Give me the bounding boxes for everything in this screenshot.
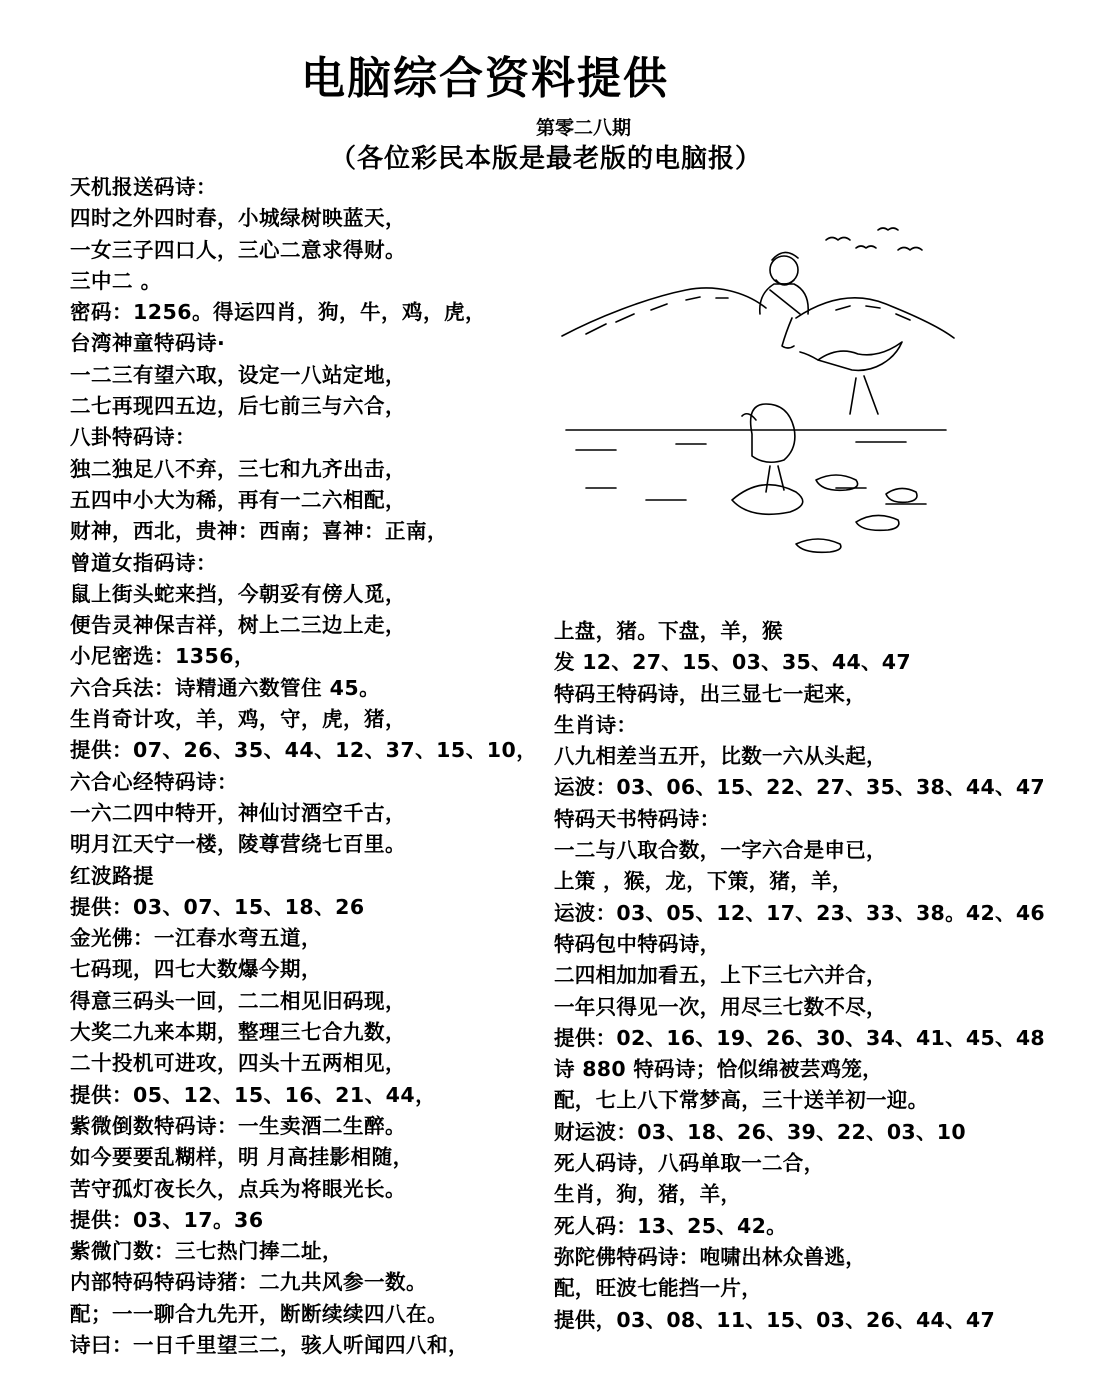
text-line: 配，七上八下常梦高，三十送羊初一迎。 <box>554 1088 929 1113</box>
right-column <box>554 616 1045 1336</box>
text-line: 八九相差当五开，比数一六从头起， <box>554 744 887 769</box>
text-line: 诗曰：一日千里望三二，骇人听闻四八和， <box>70 1332 469 1357</box>
text-line: 生肖，狗，猪，羊， <box>554 1182 742 1207</box>
text-line: 五四中小大为稀，再有一二六相配， <box>70 487 406 512</box>
text-line: 运波：03、05、12、17、23、33、38。42、46 <box>554 900 1045 925</box>
text-line: 生肖诗： <box>554 712 638 737</box>
crane-illustration <box>556 218 956 558</box>
text-line: 提供：03、07、15、18、26 <box>70 894 365 919</box>
text-line: 内部特码特码诗猪：二九共风参一数。 <box>70 1270 427 1295</box>
text-line: 大奖二九来本期，整理三七合九数， <box>70 1020 406 1045</box>
text-line: 上盘，猪。下盘，羊，猴 <box>554 619 783 643</box>
text-line: 特码王特码诗，出三显七一起来， <box>554 681 866 706</box>
text-line: 一年只得见一次，用尽三七数不尽， <box>554 994 887 1019</box>
text-line: 密码：1256。得运四肖，狗，牛，鸡，虎， <box>70 300 487 325</box>
text-line: 死人码诗，八码单取一二合， <box>554 1151 825 1176</box>
text-line: 得意三码头一回，二二相见旧码现， <box>70 988 406 1013</box>
text-line: 小尼密选：1356， <box>70 644 256 669</box>
issue-number: 第零二八期 <box>536 117 632 139</box>
text-line: 紫微门数：三七热门捧二址， <box>70 1239 343 1264</box>
text-line: 运波：03、06、15、22、27、35、38、44、47 <box>554 775 1045 800</box>
left-column <box>70 172 538 1361</box>
text-line: 提供，03、08、11、15、03、26、44、47 <box>554 1307 996 1332</box>
text-line: 上策 ，猴，龙，下策，猪，羊， <box>554 869 853 894</box>
text-line: 财运波：03、18、26、39、22、03、10 <box>554 1119 966 1144</box>
text-line: 生肖奇计攻，羊，鸡，守，虎，猪， <box>70 707 406 732</box>
text-line: 红波路提 <box>70 863 154 888</box>
text-line: 六合兵法：诗精通六数管住 45。 <box>70 675 381 700</box>
text-line: 鼠上街头蛇来挡，今朝妥有傍人觅， <box>70 581 406 606</box>
text-line: 配；一一聊合九先开，断断续续四八在。 <box>70 1301 448 1326</box>
text-line: 便告灵神保吉祥，树上二三边上走， <box>70 613 406 638</box>
text-line: 诗 880 特码诗；恰似绵被芸鸡笼， <box>554 1057 883 1082</box>
text-line: 明月江天宁一楼，陵尊营绕七百里。 <box>70 832 406 857</box>
text-line: 一二与八取合数，一字六合是申已， <box>554 838 887 863</box>
text-line: 四时之外四时春，小城绿树映蓝天， <box>70 206 406 231</box>
text-line: 特码包中特码诗， <box>554 931 721 956</box>
text-line: 苦守孤灯夜长久，点兵为将眼光长。 <box>70 1176 406 1201</box>
text-line: 曾道女指码诗： <box>70 550 217 575</box>
text-line: 特码天书特码诗： <box>554 806 721 831</box>
text-line: 发 12、27、15、03、35、44、47 <box>554 650 911 675</box>
text-line: 六合心经特码诗： <box>70 769 238 794</box>
text-line: 台湾神童特码诗· <box>70 331 226 356</box>
text-line: 提供：02、16、19、26、30、34、41、45、48 <box>554 1025 1045 1050</box>
text-line: 金光佛：一江春水弯五道， <box>70 926 322 951</box>
text-line: 财神，西北，贵神：西南；喜神：正南， <box>70 519 448 544</box>
text-line: 提供：03、17。36 <box>70 1207 264 1232</box>
text-line: 七码现，四七大数爆今期， <box>70 957 322 982</box>
text-line: 独二独足八不弃，三七和九齐出击， <box>70 456 406 481</box>
text-line: 配，旺波七能挡一片， <box>554 1276 762 1301</box>
text-line: 三中二 。 <box>70 268 162 293</box>
text-line: 二十投机可进攻，四头十五两相见， <box>70 1051 406 1076</box>
text-line: 八卦特码诗： <box>70 425 196 450</box>
text-line: 天机报送码诗： <box>70 175 217 199</box>
text-line: 一六二四中特开，神仙讨酒空千古， <box>70 800 406 825</box>
text-line: 死人码：13、25、42。 <box>554 1213 787 1238</box>
subtitle: （各位彩民本版是最老版的电脑报） <box>330 144 763 174</box>
text-line: 一女三子四口人，三心二意求得财。 <box>70 237 406 262</box>
text-line: 紫微倒数特码诗：一生卖酒二生醉。 <box>70 1113 406 1138</box>
text-line: 二七再现四五边，后七前三与六合， <box>70 394 406 419</box>
text-line: 提供：05、12、15、16、21、44， <box>70 1082 437 1107</box>
text-line: 一二三有望六取，设定一八站定地， <box>70 362 406 387</box>
text-line: 二四相加加看五，上下三七六并合， <box>554 963 887 988</box>
page-title: 电脑综合资料提供 <box>301 53 669 104</box>
text-line: 弥陀佛特码诗：咆啸出林众兽逃， <box>554 1244 866 1269</box>
text-line: 提供：07、26、35、44、12、37、15、10， <box>70 738 538 763</box>
text-line: 如今要要乱糊样，明 月高挂影相随， <box>70 1145 414 1170</box>
